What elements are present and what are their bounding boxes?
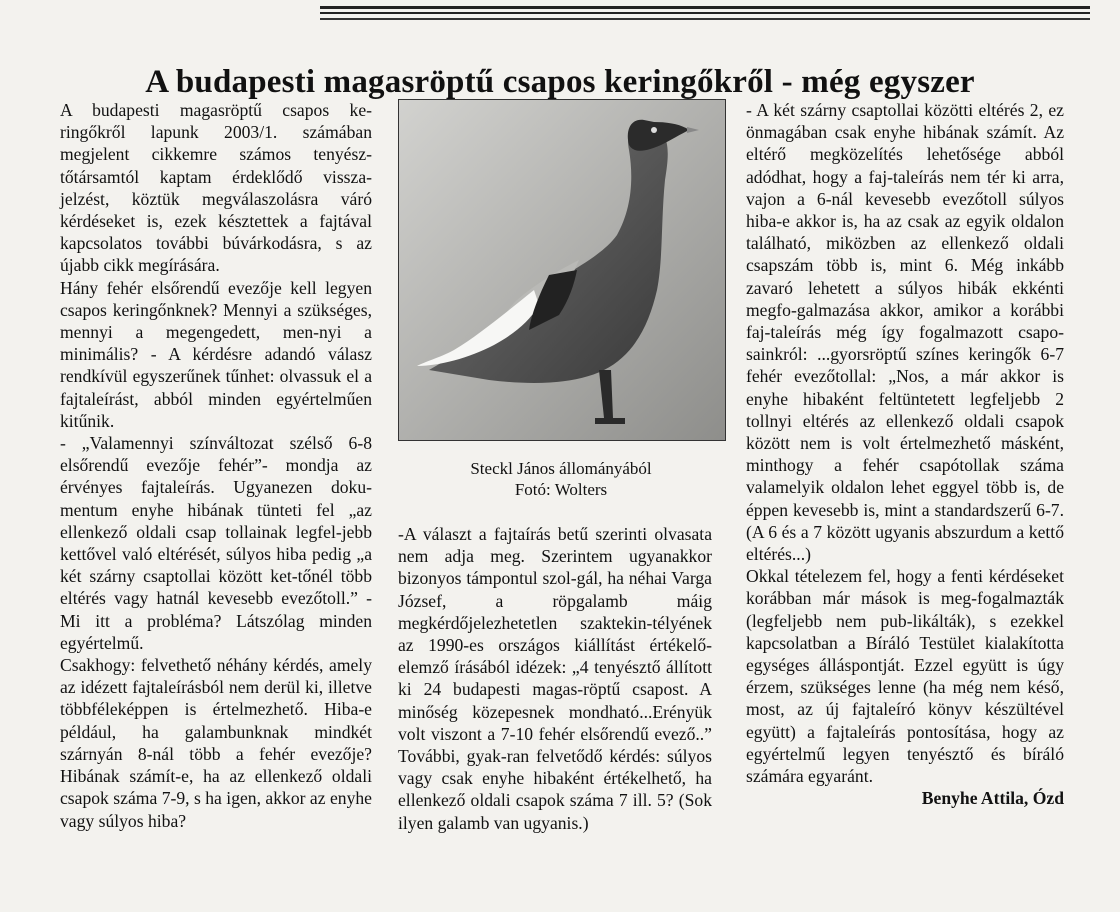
paragraph: Csakhogy: felvethető néhány kérdés, amely az idézett fajtaleírásból nem derül ki, illetve többféleképpen is értelmezhető. Hiba-e például, ha galambunknak mindkét szárnyán 8-nál több a fehér evezője? Hibának számít-e, ha az ellenkező oldali csapok száma 7-9, s ha igen, akkor az enyhe vagy súlyos hiba? [60,655,372,831]
article-column-2 [398,523,712,834]
article-author: Benyhe Attila, Ózd [921,788,1064,809]
paragraph: -A választ a fajtaírás betű szerinti olvasata nem adja meg. Szerintem ugyanakkor bizonyos támpontul szol-gál, ha néhai Varga József, a röpgalamb máig megkérdőjelezhetetlen szaktekin-télyének az 1990-es országos kiállítást értékelő-elemző írásából idézek: „4 tenyésztő állított ki 24 budapesti magas-röptű csapost. A minőség közepesnek mondható...Erényük volt viszont a 7-10 fehér elsőrendű evező..” További, gyak-ran felvetődő kérdés: súlyos vagy csak enyhe hibaként értékelhető, ha ellenkező oldali csapok száma 7 ill. 5? (Sok ilyen galamb van ugyanis.) [398,524,712,833]
header-rule [320,12,1090,14]
paragraph: - „Valamennyi színváltozat szélső 6-8 elsőrendű evezője fehér”- mondja az érvényes fajtaleírás. Ugyanezen doku-mentum enyhe hibának tünteti fel „az ellenkező oldali csap tollainak legfel-jebb kettővel való eltérését, súlyos hiba pedig „a két szárny csaptollai között ket-tőnél több eltérés vagy hatnál kevesebb evezőtoll.” -Mi itt a probléma? Látszólag minden egyértelmű. [60,433,372,653]
paragraph: Hány fehér elsőrendű evezője kell legyen csapos keringőnknek? Mennyi a szükséges, mennyi a megengedett, men-nyi a minimális? - A kérdésre adandó válasz rendkívül egyszerűnek tűnhet: olvassuk el a fajtaleírást, abból minden egyértelműen kitűnik. [60,277,372,431]
header-rule [320,6,1090,9]
paragraph: A budapesti magasröptű csapos ke-ringőkről lapunk 2003/1. számában megjelent cikkemre számos tenyész-tőtársamtól kaptam érdeklődő vissza-jelzést, köztük megválaszolásra váró kérdéseket is, ezek késztettek a fajtával kapcsolatos további búvárkodásra, s az újabb cikk megírására. [60,100,372,276]
caption-credit: Steckl János állományából [470,459,652,478]
header-rule [320,18,1090,20]
paragraph: - A két szárny csaptollai közötti eltérés 2, ez önmagában csak enyhe hibának számít. Az eltérő megközelítés lehetősége abból adódhat, hogy a faj-taleírás nem tér ki arra, vajon a 6-nál kevesebb evezőtoll súlyos hiba-e akkor is, ha az csak az egyik oldalon található, miközben az ellenkező oldali csapszám több is, mint 6. Még inkább zavaró lehetett a súlyos hibák ekkénti megfo-galmazása akkor, amikor a korábbi faj-taleírás még így fogalmazott csapo-sainkról: ...gyorsröptű színes keringők 6-7 fehér evezőtollal: „Nos, a már akkor is enyhe hibaként feltüntetett legfeljebb 2 tollnyi eltérés az ellenkező oldali csapok között nem is volt értelmezhető másként, minthogy a fehér csapótollak száma valamelyik oldalon lehet eggyel több is, de éppen kevesebb is, mint a standardszerű 6-7. (A 6 és a 7 között ugyanis abszurdum a kettő eltérés...) [746,100,1064,565]
pigeon-photo [398,99,726,441]
article-column-3 [746,99,1064,810]
pigeon-image [399,100,725,440]
photo-caption [398,458,724,500]
paragraph: Okkal tételezem fel, hogy a fenti kérdéseket korábban már mások is meg-fogalmazták (legfeljebb nem pub-likálták), s ezekkel kapcsolatban a Bíráló Testület kialakította egységes álláspontját. Ezzel együtt is úgy érzem, szükséges lenne (ha még nem késő, most, az új fajtaleíró könyv készültével együtt) a fajtaleírás pontosítása, hogy az egyértelmű legyen tenyésztő és bíráló számára egyaránt. [746,566,1064,787]
article-column-1 [60,99,372,832]
article-title: A budapesti magasröptű csapos keringőkről - még egyszer [145,64,975,101]
caption-photographer: Fotó: Wolters [514,480,608,499]
